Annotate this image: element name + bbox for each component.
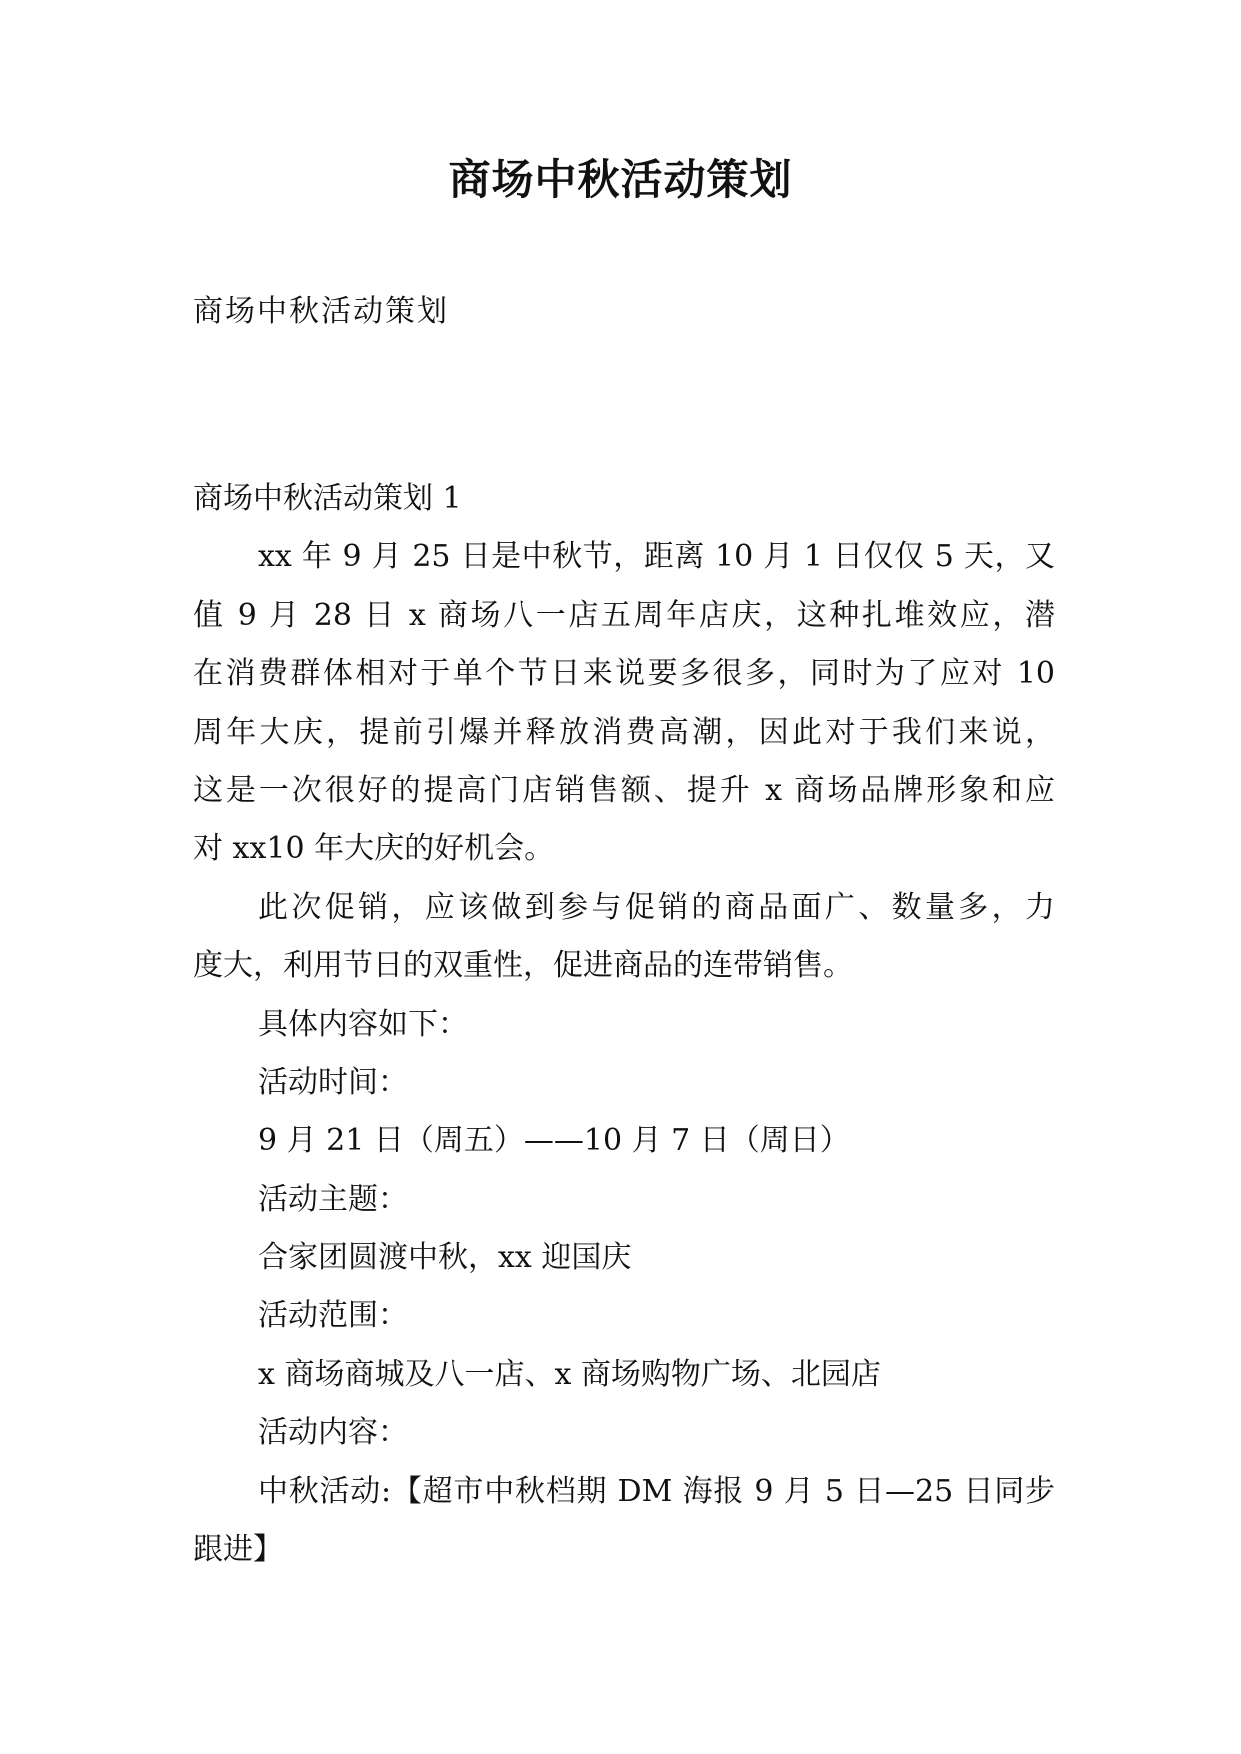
text-line: 合家团圆渡中秋，xx 迎国庆 <box>258 1240 632 1276</box>
text-line: 活动内容： <box>258 1415 408 1451</box>
text-line: 跟进】 <box>193 1532 283 1568</box>
text-line: 活动主题： <box>258 1181 408 1217</box>
document-title: 商场中秋活动策划 <box>448 155 793 204</box>
text-line: 这是一次很好的提高门店销售额、提升 x 商场品牌形象和应 <box>193 772 1055 808</box>
text-line: 具体内容如下： <box>258 1006 468 1042</box>
text-line: 值 9 月 28 日 x 商场八一店五周年店庆，这种扎堆效应，潜 <box>193 597 1055 633</box>
text-line: 对 xx10 年大庆的好机会。 <box>193 831 555 867</box>
text-line: 在消费群体相对于单个节日来说要多很多，同时为了应对 10 <box>193 656 1055 692</box>
text-line: xx 年 9 月 25 日是中秋节，距离 10 月 1 日仅仅 5 天，又 <box>258 539 1055 575</box>
text-line: 9 月 21 日（周五）——10 月 7 日（周日） <box>258 1123 850 1159</box>
text-line: 商场中秋活动策划 1 <box>193 481 462 516</box>
document-body <box>193 470 1055 1579</box>
text-line: 中秋活动:【超市中秋档期 DM 海报 9 月 5 日—25 日同步 <box>258 1473 1055 1509</box>
text-line: 此次促销，应该做到参与促销的商品面广、数量多，力 <box>258 889 1055 925</box>
text-line: x 商场商城及八一店、x 商场购物广场、北园店 <box>258 1356 881 1392</box>
text-line: 活动范围： <box>258 1298 408 1334</box>
text-line: 活动时间： <box>258 1064 408 1100</box>
document-subtitle: 商场中秋活动策划 <box>193 294 449 329</box>
text-line: 周年大庆，提前引爆并释放消费高潮，因此对于我们来说， <box>193 714 1055 750</box>
text-line: 度大，利用节日的双重性，促进商品的连带销售。 <box>193 948 853 984</box>
